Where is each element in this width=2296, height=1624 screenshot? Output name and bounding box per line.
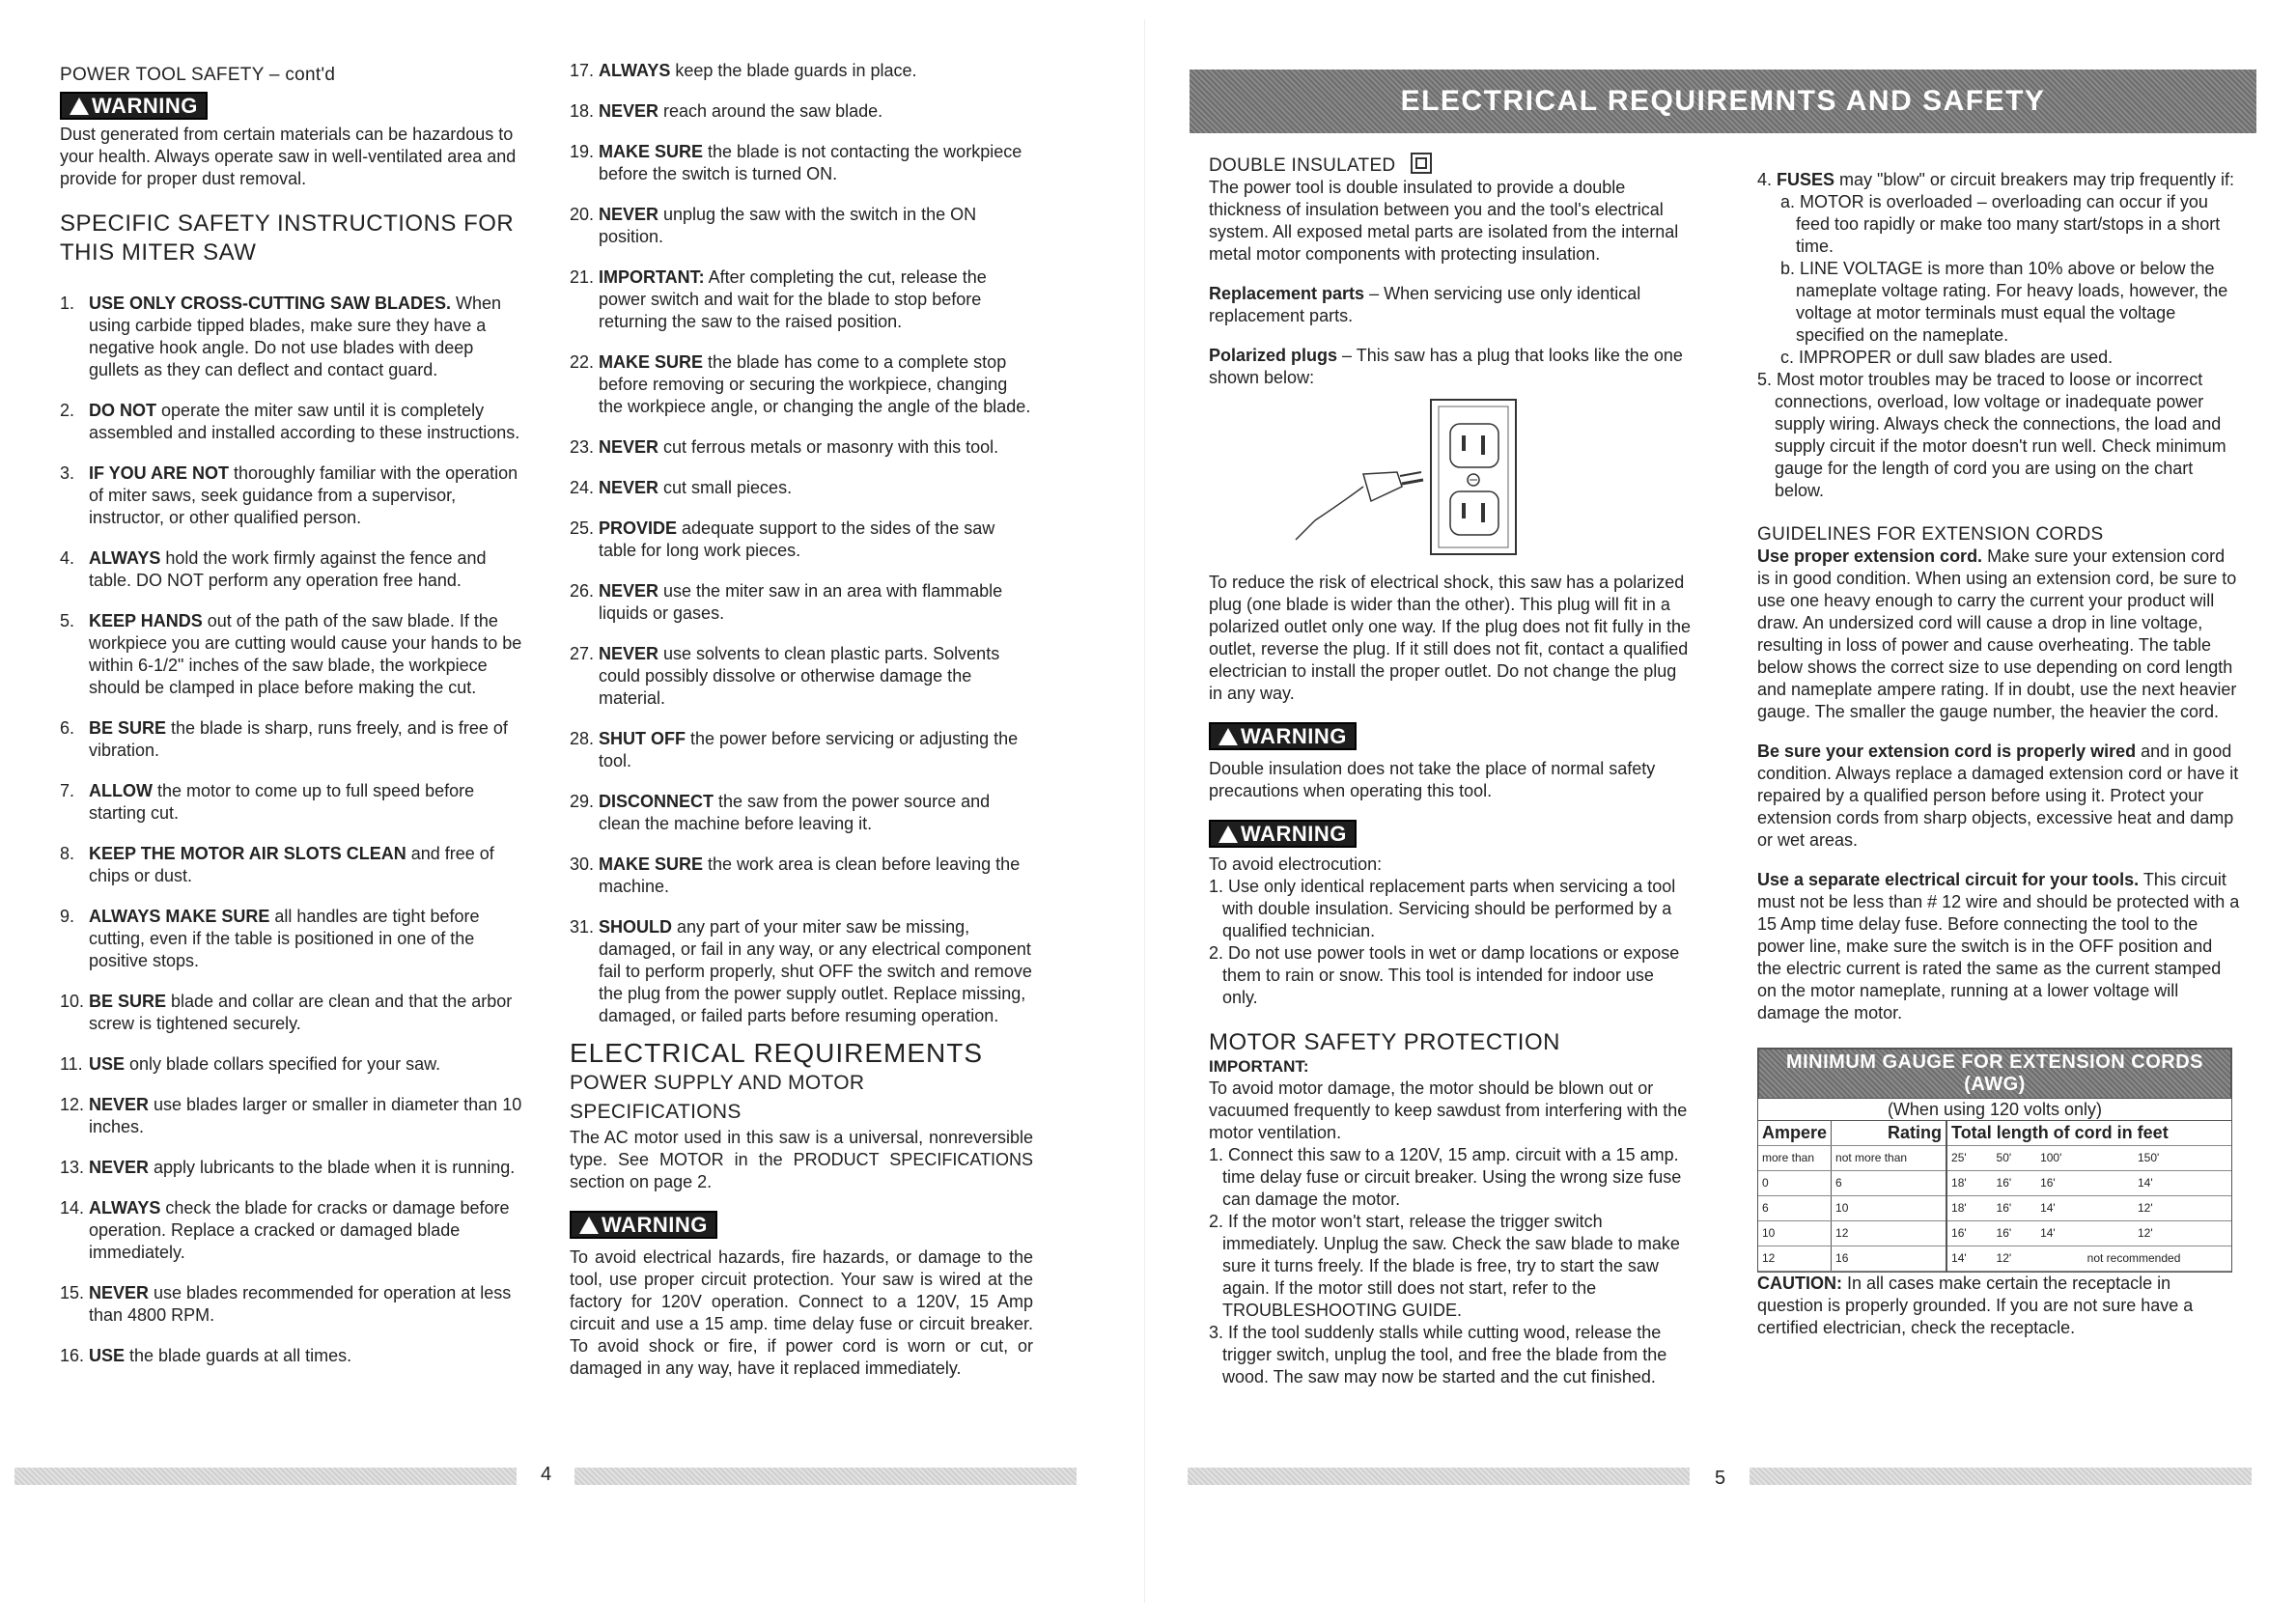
- list-item: [60, 610, 523, 699]
- list-item: [60, 991, 523, 1035]
- right-column: [1209, 153, 1692, 1388]
- item-keyword: IMPORTANT:: [599, 267, 705, 287]
- footer-bar: [14, 1468, 517, 1485]
- warning-badge: WARNING: [60, 92, 208, 120]
- list-item: a. MOTOR is overloaded – overloading can occur if you feed too rapidly or make too many start/stops in a short time.: [1780, 192, 2221, 256]
- gauge-table: [1757, 1048, 2232, 1273]
- list-item: [60, 293, 523, 381]
- item-number: 16.: [60, 1346, 85, 1365]
- electrical-warning-text: To avoid electrical hazards, fire hazards, or damage to the tool, use proper circuit protection. Your saw is wired at the factory for 120V operation. Connect to a 120V, 15 Amp circuit and use a 15 amp. time delay fuse or circuit breaker. To avoid shock or fire, if power cord is worn or cut, or damaged in any way, have it replaced immediately.: [570, 1247, 1033, 1378]
- item-keyword: IF YOU ARE NOT: [89, 463, 230, 483]
- item-number: 1.: [60, 294, 75, 313]
- polarized-plug-illustration: [1286, 395, 1556, 564]
- item-text: the saw from the power source and clean the machine before leaving it.: [599, 792, 991, 833]
- list-item: [570, 518, 1033, 562]
- item-text: the power before servicing or adjusting the tool.: [599, 729, 1019, 770]
- item-text: the work area is clean before leaving the machine.: [599, 854, 1021, 896]
- item-text: out of the path of the saw blade. If the workpiece you are cutting would cause your hands to be within 6-1/2" inches of the saw blade, the workpiece should be clamped in place before making the cut.: [89, 611, 522, 697]
- list-item: c. IMPROPER or dull saw blades are used.: [1780, 348, 2114, 367]
- item-keyword: ALLOW: [89, 781, 153, 800]
- item-keyword: NEVER: [89, 1095, 150, 1114]
- item-number: 6.: [60, 718, 75, 738]
- item-number: 27.: [570, 644, 595, 663]
- gauge-table-title: MINIMUM GAUGE FOR EXTENSION CORDS (AWG): [1758, 1049, 2231, 1099]
- item-keyword: BE SURE: [89, 718, 167, 738]
- item-text: unplug the saw with the switch in the ON position.: [599, 205, 977, 246]
- item-number: 3.: [60, 463, 75, 483]
- list-item: [570, 477, 1033, 499]
- item-number: 12.: [60, 1095, 85, 1114]
- page-number: 4: [541, 1464, 552, 1485]
- item-keyword: MAKE SURE: [599, 142, 704, 161]
- power-supply-title: POWER SUPPLY AND MOTOR SPECIFICATIONS: [570, 1072, 865, 1123]
- item-keyword: KEEP HANDS: [89, 611, 203, 630]
- table-cell: 18': [1946, 1171, 1992, 1196]
- list-item: [60, 780, 523, 825]
- table-row: [1758, 1196, 2231, 1221]
- footer-bar: [1750, 1468, 2252, 1485]
- table-cell: 6: [1832, 1171, 1947, 1196]
- item-number: 26.: [570, 581, 595, 601]
- item-number: 15.: [60, 1283, 85, 1302]
- table-cell: 12': [1993, 1246, 2037, 1272]
- motor-important-label: IMPORTANT:: [1209, 1057, 1309, 1076]
- list-item: [60, 906, 523, 972]
- item-text: adequate support to the sides of the saw table for long work pieces.: [599, 518, 995, 560]
- table-cell: 10: [1832, 1196, 1947, 1221]
- table-cell: 16': [1993, 1196, 2037, 1221]
- item-keyword: MAKE SURE: [599, 352, 704, 372]
- motor-list: [1209, 1144, 1692, 1388]
- electrocution-list: [1209, 876, 1692, 1009]
- list-item: b. LINE VOLTAGE is more than 10% above or below the nameplate voltage rating. For heavy loads, however, the voltage at motor terminals must equal the voltage specified on the nameplate.: [1780, 259, 2228, 345]
- item-keyword: DISCONNECT: [599, 792, 714, 811]
- item-keyword: NEVER: [599, 478, 659, 497]
- table-cell: 100': [2036, 1146, 2134, 1171]
- table-cell: 16': [1946, 1221, 1992, 1246]
- double-insulated-icon: [1411, 153, 1432, 174]
- item-number: 11.: [60, 1054, 83, 1074]
- item-number: 21.: [570, 267, 595, 287]
- middle-column: [570, 60, 1033, 1397]
- list-item: [60, 1053, 523, 1076]
- motor-troubles-item: 5. Most motor troubles may be traced to loose or incorrect connections, overload, low voltage or inadequate power supply wiring. Always check the connections, the load and supply circuit if the motor doesn't run well. Check minimum gauge for the length of cord you are using on the chart below.: [1757, 370, 2226, 500]
- item-keyword: USE: [89, 1346, 126, 1365]
- list-item: [570, 100, 1033, 123]
- warning-double-insulation-text: Double insulation does not take the place of normal safety precautions when operating this tool.: [1209, 759, 1656, 800]
- list-item: [570, 916, 1033, 1027]
- item-text: reach around the saw blade.: [658, 101, 883, 121]
- footer-bar: [1188, 1468, 1690, 1485]
- item-text: cut small pieces.: [658, 478, 793, 497]
- item-text: After completing the cut, release the power switch and wait for the blade to stop before returning the saw to the raised position.: [599, 267, 987, 331]
- item-number: 28.: [570, 729, 595, 748]
- item-number: 23.: [570, 437, 595, 457]
- item-number: 8.: [60, 844, 75, 863]
- power-supply-text: The AC motor used in this saw is a universal, nonreversible type. See MOTOR in the PRODUCT SPECIFICATIONS section on page 2.: [570, 1128, 1033, 1191]
- item-keyword: ALWAYS MAKE SURE: [89, 907, 270, 926]
- item-number: 10.: [60, 992, 85, 1011]
- table-cell: 12': [2134, 1196, 2231, 1221]
- item-number: 14.: [60, 1198, 85, 1218]
- safety-list: [60, 293, 523, 1367]
- table-cell: 14': [2134, 1171, 2231, 1196]
- item-keyword: NEVER: [599, 437, 659, 457]
- item-keyword: NEVER: [599, 101, 659, 121]
- item-text: the motor to come up to full speed before starting cut.: [89, 781, 475, 823]
- header-cell: Rating: [1832, 1121, 1947, 1146]
- item-number: 9.: [60, 907, 75, 926]
- section-title: SPECIFIC SAFETY INSTRUCTIONS FOR THIS MITER SAW: [60, 210, 515, 266]
- item-keyword: DO NOT: [89, 401, 156, 420]
- dust-warning-text: Dust generated from certain materials can be hazardous to your health. Always operate saw in well-ventilated area and provide for proper dust removal.: [60, 125, 517, 188]
- table-cell: not more than: [1832, 1146, 1947, 1171]
- item-keyword: SHOULD: [599, 917, 672, 937]
- electrical-title: ELECTRICAL REQUIREMENTS: [570, 1038, 984, 1068]
- list-item: [60, 1345, 523, 1367]
- item-text: operate the miter saw until it is completely assembled and installed according to these instructions.: [89, 401, 520, 442]
- table-cell: 25': [1946, 1146, 1992, 1171]
- safety-list-continued: [570, 60, 1033, 1027]
- item-number: 24.: [570, 478, 595, 497]
- item-text: check the blade for cracks or damage before operation. Replace a cracked or damaged blade immediately.: [89, 1198, 510, 1262]
- caution-text: CAUTION: In all cases make certain the receptacle in question is properly grounded. If you are not sure have a certified electrician, check the receptacle.: [1757, 1274, 2194, 1337]
- polarized-plugs-text: Polarized plugs – This saw has a plug that looks like the one shown below:: [1209, 346, 1683, 387]
- list-item: [60, 1094, 523, 1138]
- item-text: any part of your miter saw be missing, damaged, or fail in any way, or any electrical component fail to perform properly, shut OFF the switch and remove the plug from the power supply outlet. Replace missing, damaged, or failed parts before resuming operation.: [599, 917, 1032, 1025]
- item-text: the blade has come to a complete stop before removing or securing the workpiece, changing the workpiece angle, or changing the angle of the blade.: [599, 352, 1031, 416]
- fuses-sub-list: [1757, 191, 2240, 369]
- item-number: 4.: [60, 548, 75, 568]
- list-item: [570, 728, 1033, 772]
- item-text: cut ferrous metals or masonry with this tool.: [658, 437, 999, 457]
- table-row: [1758, 1246, 2231, 1272]
- list-item: [60, 547, 523, 592]
- list-item: 2. Do not use power tools in wet or damp locations or expose them to rain or snow. This tool is intended for indoor use only.: [1209, 943, 1680, 1007]
- table-cell: 50': [1993, 1146, 2037, 1171]
- page-fold: [1144, 19, 1145, 1603]
- list-item: [60, 1282, 523, 1327]
- page-number: 5: [1715, 1468, 1726, 1489]
- guideline-properly-wired: Be sure your extension cord is properly wired and in good condition. Always replace a damaged extension cord or have it repaired by a qualified person before using it. Protect your extension cords from sharp objects, excessive heat and damp or wet areas.: [1757, 742, 2239, 850]
- guideline-proper-cord: Use proper extension cord. Make sure your extension cord is in good condition. When using an extension cord, be sure to use one heavy enough to carry the current your product will draw. An undersized cord will cause a drop in line voltage, resulting in loss of power and cause overheating. The table below shows the correct size to use depending on cord length and nameplate ampere rating. If in doubt, use the next heavier gauge. The smaller the gauge number, the heavier the cord.: [1757, 546, 2237, 721]
- table-cell: 12': [2134, 1221, 2231, 1246]
- item-number: 22.: [570, 352, 595, 372]
- warning-badge: WARNING: [570, 1211, 717, 1239]
- item-number: 18.: [570, 101, 595, 121]
- motor-safety-title: MOTOR SAFETY PROTECTION: [1209, 1029, 1560, 1055]
- item-keyword: PROVIDE: [599, 518, 678, 538]
- table-cell: 12: [1758, 1246, 1832, 1272]
- item-number: 7.: [60, 781, 75, 800]
- table-cell: 16': [1993, 1221, 2037, 1246]
- warning-badge: WARNING: [1209, 820, 1357, 848]
- list-item: [60, 1197, 523, 1264]
- item-text: thoroughly familiar with the operation of miter saws, seek guidance from a supervisor, instructor, or other qualified person.: [89, 463, 518, 527]
- table-cell: 16: [1832, 1246, 1947, 1272]
- warning-badge: WARNING: [1209, 722, 1357, 750]
- item-text: use the miter saw in an area with flammable liquids or gases.: [599, 581, 1003, 623]
- guideline-separate-circuit: Use a separate electrical circuit for your tools. This circuit must not be less than # 12 wire and should be protected with a 15 Amp time delay fuse. Before connecting the tool to the power line, make sure the switch is in the OFF position and the electric current is rated the same as the current stamped on the motor nameplate, running at a lower voltage will damage the motor.: [1757, 870, 2240, 1022]
- table-cell: 150': [2134, 1146, 2231, 1171]
- item-number: 13.: [60, 1158, 85, 1177]
- gauge-table-subtitle: (When using 120 volts only): [1758, 1099, 2231, 1121]
- list-item: 2. If the motor won't start, release the trigger switch immediately. Unplug the saw. Check the saw blade to make sure it turns freely. If the blade is free, try to start the saw again. If the motor still does not start, refer to the TROUBLESHOOTING GUIDE.: [1209, 1212, 1680, 1320]
- item-keyword: NEVER: [599, 644, 659, 663]
- item-number: 17.: [570, 61, 595, 80]
- footer-bar: [574, 1468, 1077, 1485]
- warning-triangle-icon: [1218, 728, 1238, 745]
- list-item: [570, 854, 1033, 898]
- table-cell: more than: [1758, 1146, 1832, 1171]
- item-text: the blade is not contacting the workpiece before the switch is turned ON.: [599, 142, 1022, 183]
- list-item: [570, 791, 1033, 835]
- left-column: [60, 64, 523, 1386]
- item-keyword: ALWAYS: [599, 61, 671, 80]
- guidelines-title: GUIDELINES FOR EXTENSION CORDS: [1757, 524, 2104, 545]
- item-number: 5.: [60, 611, 75, 630]
- item-text: blade and collar are clean and that the arbor screw is tightened securely.: [89, 992, 513, 1033]
- item-number: 2.: [60, 401, 75, 420]
- list-item: 3. If the tool suddenly stalls while cutting wood, release the trigger switch, unplug the tool, and free the blade from the wood. The saw may now be started and the cut finished.: [1209, 1323, 1667, 1386]
- warning-triangle-icon: [579, 1217, 599, 1234]
- item-keyword: ALWAYS: [89, 548, 161, 568]
- table-cell: 14': [1946, 1246, 1992, 1272]
- list-item: [60, 462, 523, 529]
- warning-triangle-icon: [1218, 826, 1238, 843]
- double-insulated-title: DOUBLE INSULATED: [1209, 153, 1692, 177]
- item-text: the blade is sharp, runs freely, and is free of vibration.: [89, 718, 508, 760]
- item-keyword: MAKE SURE: [599, 854, 704, 874]
- far-right-column: [1757, 169, 2240, 1339]
- table-cell: 10: [1758, 1221, 1832, 1246]
- item-keyword: SHUT OFF: [599, 729, 686, 748]
- item-number: 29.: [570, 792, 595, 811]
- page-header: POWER TOOL SAFETY – cont'd: [60, 65, 336, 85]
- item-number: 20.: [570, 205, 595, 224]
- list-item: [570, 351, 1033, 418]
- item-keyword: NEVER: [599, 205, 659, 224]
- list-item: [570, 436, 1033, 459]
- list-item: [60, 717, 523, 762]
- list-item: [570, 643, 1033, 710]
- item-number: 19.: [570, 142, 595, 161]
- item-text: all handles are tight before cutting, even if the table is positioned in one of the positive stops.: [89, 907, 480, 970]
- header-cell: Ampere: [1758, 1121, 1832, 1146]
- item-text: use blades larger or smaller in diameter than 10 inches.: [89, 1095, 522, 1136]
- item-keyword: BE SURE: [89, 992, 167, 1011]
- table-cell: 14': [2036, 1196, 2134, 1221]
- table-row: [1758, 1221, 2231, 1246]
- table-cell: 16': [2036, 1171, 2134, 1196]
- gauge-table-grid: [1758, 1121, 2231, 1272]
- item-keyword: USE: [89, 1054, 126, 1074]
- list-item: [60, 400, 523, 444]
- list-item: [60, 843, 523, 887]
- table-cell: 16': [1993, 1171, 2037, 1196]
- list-item: [570, 204, 1033, 248]
- section-banner: ELECTRICAL REQUIREMNTS AND SAFETY: [1190, 70, 2256, 133]
- item-text: use solvents to clean plastic parts. Solvents could possibly dissolve or otherwise damage the material.: [599, 644, 1000, 708]
- item-keyword: NEVER: [89, 1158, 150, 1177]
- item-keyword: KEEP THE MOTOR AIR SLOTS CLEAN: [89, 844, 406, 863]
- table-cell: 12: [1832, 1221, 1947, 1246]
- table-cell: 6: [1758, 1196, 1832, 1221]
- table-subheader-row: [1758, 1146, 2231, 1171]
- item-number: 31.: [570, 917, 595, 937]
- fuses-item: 4. FUSES may "blow" or circuit breakers may trip frequently if:: [1757, 170, 2234, 189]
- item-keyword: ALWAYS: [89, 1198, 161, 1218]
- item-keyword: NEVER: [599, 581, 659, 601]
- item-number: 25.: [570, 518, 595, 538]
- electrocution-intro: To avoid electrocution:: [1209, 854, 1383, 874]
- item-text: use blades recommended for operation at less than 4800 RPM.: [89, 1283, 512, 1325]
- double-insulated-text: The power tool is double insulated to provide a double thickness of insulation between you and the tool's electrical system. All exposed metal parts are isolated from the internal metal motor components with protecting insulation.: [1209, 178, 1679, 264]
- item-text: keep the blade guards in place.: [670, 61, 917, 80]
- item-keyword: USE ONLY CROSS-CUTTING SAW BLADES.: [89, 294, 452, 313]
- item-text: apply lubricants to the blade when it is running.: [149, 1158, 516, 1177]
- item-number: 30.: [570, 854, 595, 874]
- list-item: [60, 1157, 523, 1179]
- item-text: hold the work firmly against the fence and table. DO NOT perform any operation free hand.: [89, 548, 487, 590]
- item-text: and free of chips or dust.: [89, 844, 494, 885]
- replacement-parts-text: Replacement parts – When servicing use only identical replacement parts.: [1209, 284, 1641, 325]
- item-keyword: NEVER: [89, 1283, 150, 1302]
- table-header-row: [1758, 1121, 2231, 1146]
- list-item: [570, 580, 1033, 625]
- table-cell: 0: [1758, 1171, 1832, 1196]
- table-cell: not recommended: [2036, 1246, 2231, 1272]
- table-row: [1758, 1171, 2231, 1196]
- warning-triangle-icon: [70, 98, 89, 115]
- list-item: [570, 141, 1033, 185]
- list-item: 1. Connect this saw to a 120V, 15 amp. circuit with a 15 amp. time delay fuse or circuit breaker. Using the wrong size fuse can damage the motor.: [1209, 1145, 1682, 1209]
- polarized-explanation-text: To reduce the risk of electrical shock, this saw has a polarized plug (one blade is wider than the other). This plug will fit in a polarized outlet only one way. If the plug does not fit fully in the outlet, reverse the plug. If it still does not fit, contact a qualified electrician to install the proper outlet. Do not change the plug in any way.: [1209, 573, 1691, 703]
- header-cell: Total length of cord in feet: [1946, 1121, 2231, 1146]
- list-item: [570, 60, 1033, 82]
- table-cell: 18': [1946, 1196, 1992, 1221]
- item-text: only blade collars specified for your saw.: [125, 1054, 441, 1074]
- table-cell: 14': [2036, 1221, 2134, 1246]
- list-item: [570, 266, 1033, 333]
- list-item: 1. Use only identical replacement parts when servicing a tool with double insulation. Servicing should be performed by a qualified technician.: [1209, 877, 1676, 940]
- motor-safety-text: To avoid motor damage, the motor should be blown out or vacuumed frequently to keep sawdust from interfering with the motor ventilation.: [1209, 1078, 1688, 1142]
- item-text: the blade guards at all times.: [125, 1346, 352, 1365]
- item-text: When using carbide tipped blades, make sure they have a negative hook angle. Do not use blades with deep gullets as they can deflect and contact guard.: [89, 294, 502, 379]
